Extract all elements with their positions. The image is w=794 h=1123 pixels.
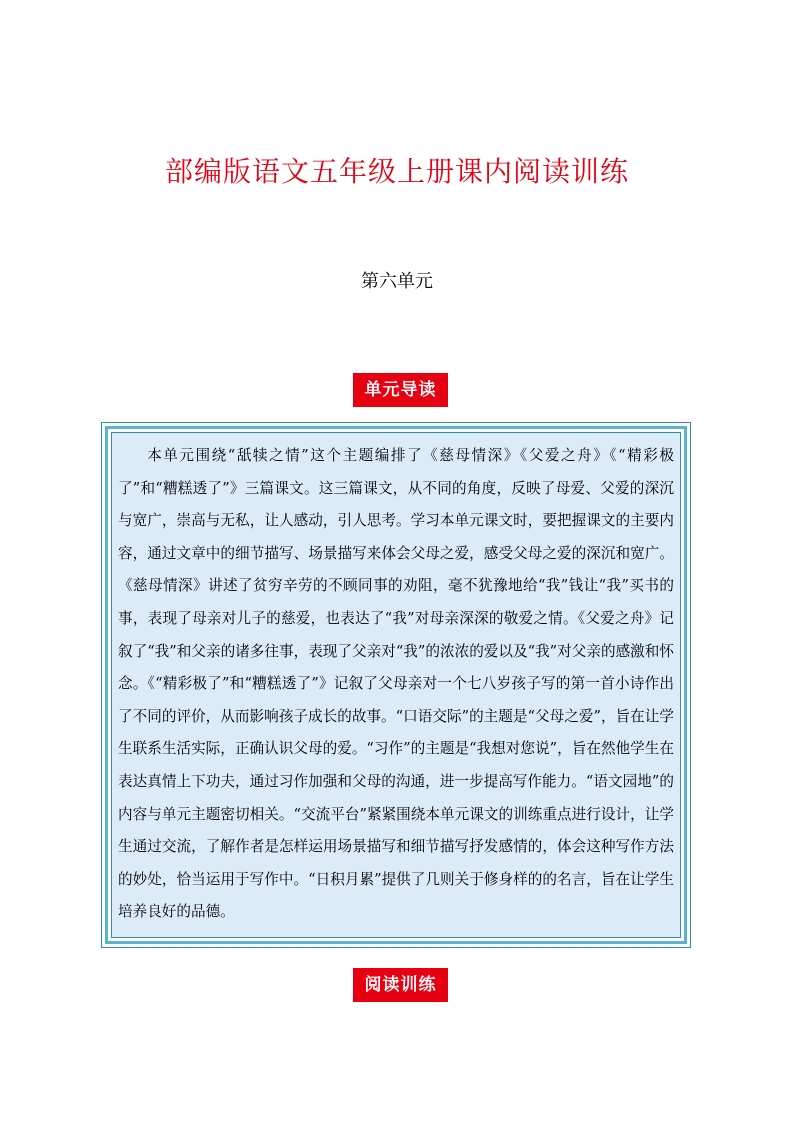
- intro-box-body: [111, 432, 681, 938]
- intro-paragraph: 本单元围绕“舐犊之情”这个主题编排了《慈母情深》《父爱之舟》《“精彩极了”和“糟糕透了”》三篇课文。这三篇课文，从不同的角度，反映了母爱、父爱的深沉与宽广，崇高与无私，让人感动，引人思考。学习本单元课文时，要把握课文的主要内容，通过文章中的细节描写、场景描写来体会父母之爱，感受父母之爱的深沉和宽广。《慈母情深》讲述了贫穷辛劳的不顾同事的劝阻，毫不犹豫地给“我”钱让“我”买书的事，表现了母亲对儿子的慈爱，也表达了“我”对母亲深深的敬爱之情。《父爱之舟》记叙了“我”和父亲的诸多往事，表现了父亲对“我”的浓浓的爱以及“我”对父亲的感激和怀念。《“精彩极了”和“糟糕透了”》记叙了父母亲对一个七八岁孩子写的第一首小诗作出了不同的评价，从而影响孩子成长的故事。“口语交际”的主题是“父母之爱”，旨在让学生联系生活实际，正确认识父母的爱。“习作”的主题是“我想对您说”，旨在然他学生在表达真情上下功夫，通过习作加强和父母的沟通，进一步提高写作能力。“语文园地”的内容与单元主题密切相关。“交流平台”紧紧围绕本单元课文的训练重点进行设计，让学生通过交流，了解作者是怎样运用场景描写和细节描写抒发感情的，体会这种写作方法的妙处，恰当运用于写作中。“日积月累”提供了几则关于修身样的的名言，旨在让学生培养良好的品德。: [118, 447, 674, 921]
- intro-box-border: [105, 426, 687, 944]
- section-tag-unit-guide: 单元导读: [353, 373, 448, 407]
- intro-box: [101, 422, 691, 948]
- document-title: 部编版语文五年级上册课内阅读训练: [164, 155, 629, 188]
- section-tag-reading-training: 阅读训练: [353, 968, 448, 1002]
- unit-heading: 第六单元: [361, 271, 433, 292]
